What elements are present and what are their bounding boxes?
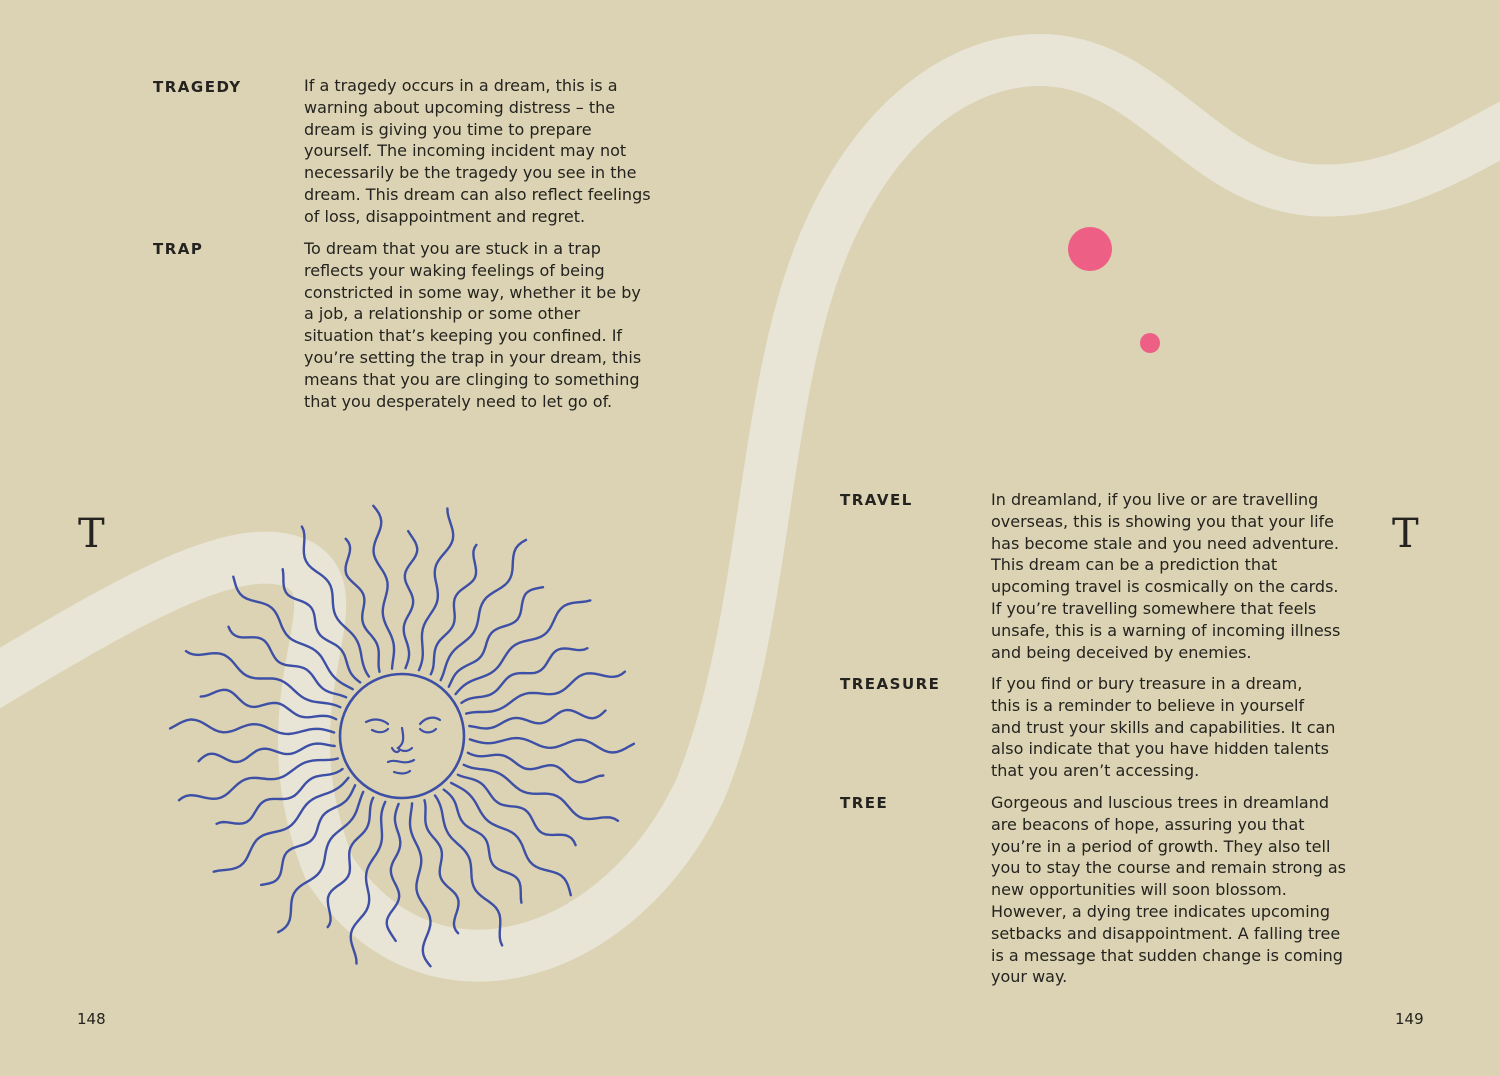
sun-ray	[170, 720, 334, 735]
entry-definition-trap: To dream that you are stuck in a trap reflects your waking feelings of being constricted in some way, whether it be by a job, a relationship or some other situation that’s keeping you confined. If you’re setting the trap in your dream, this means that you are clinging to something that you desperately need to let go of.	[304, 239, 642, 411]
section-letter-left: T	[78, 511, 105, 557]
sun-ray	[458, 775, 576, 845]
sun-ray	[464, 765, 618, 821]
sun-disc	[340, 674, 464, 798]
entry-term-trap: TRAP	[153, 240, 204, 258]
sun-face	[366, 718, 440, 774]
sun-ray	[404, 531, 418, 668]
entry-term-tree: TREE	[840, 794, 889, 812]
section-letter-right: T	[1392, 511, 1419, 557]
entry-term-treasure: TREASURE	[840, 675, 941, 693]
sun-mouth	[388, 760, 414, 762]
sun-right-brow	[420, 718, 440, 724]
sun-ray	[387, 804, 401, 941]
sun-ray	[214, 778, 349, 872]
page-number-right: 149	[1395, 1010, 1424, 1028]
entry-definition-tragedy: If a tragedy occurs in a dream, this is a warning about upcoming distress – the dream is giving you time to prepare yourself. The incoming incident may not necessarily be the tragedy you see in the dream. This dream can also reflect feelings of loss, disappointment and regret.	[304, 76, 651, 226]
sun-ray	[302, 527, 369, 677]
sun-right-eye	[420, 729, 436, 732]
sun-chin	[394, 771, 410, 773]
sun-ray	[470, 738, 634, 752]
sun-ray	[233, 577, 352, 690]
sun-ray	[449, 587, 543, 687]
sun-nose	[398, 728, 412, 751]
sun-ray	[468, 753, 603, 783]
page-number-left: 148	[77, 1010, 106, 1028]
sun-ray	[261, 785, 355, 885]
sun-ray	[229, 627, 347, 698]
entry-term-tragedy: TRAGEDY	[153, 78, 242, 96]
sun-left-brow	[366, 720, 388, 724]
entry-term-travel: TRAVEL	[840, 491, 913, 509]
sun-ray	[435, 796, 502, 946]
sun-ray	[456, 600, 591, 694]
sun-ray	[201, 690, 336, 719]
sun-left-eye	[372, 729, 388, 732]
sun-rays	[170, 506, 634, 966]
entry-definition-travel: In dreamland, if you live or are travelling overseas, this is showing you that your life has become stale and you need adventure. This dream can be a prediction that upcoming travel is cosmically on the cards. If you’re travelling somewhere that feels unsafe, this is a warning of incoming illness and being deceived by enemies.	[991, 490, 1341, 662]
sun-ray	[186, 651, 340, 707]
sun-ray	[179, 759, 338, 801]
sun-ray	[466, 672, 625, 714]
sun-ray	[451, 783, 571, 895]
entry-definition-treasure: If you find or bury treasure in a dream, this is a reminder to believe in yourself and trust your skills and capabilities. It can also indicate that you have hidden talents that you aren’t accessing.	[991, 674, 1336, 781]
entry-definition-tree: Gorgeous and luscious trees in dreamland are beacons of hope, assuring you that you’re in a period of growth. They also tell you to stay the course and remain strong as new opportunities will soon blossom. However, a dying tree indicates upcoming setbacks and disappointment. A falling tree is a message that sudden change is coming your way.	[991, 793, 1346, 987]
